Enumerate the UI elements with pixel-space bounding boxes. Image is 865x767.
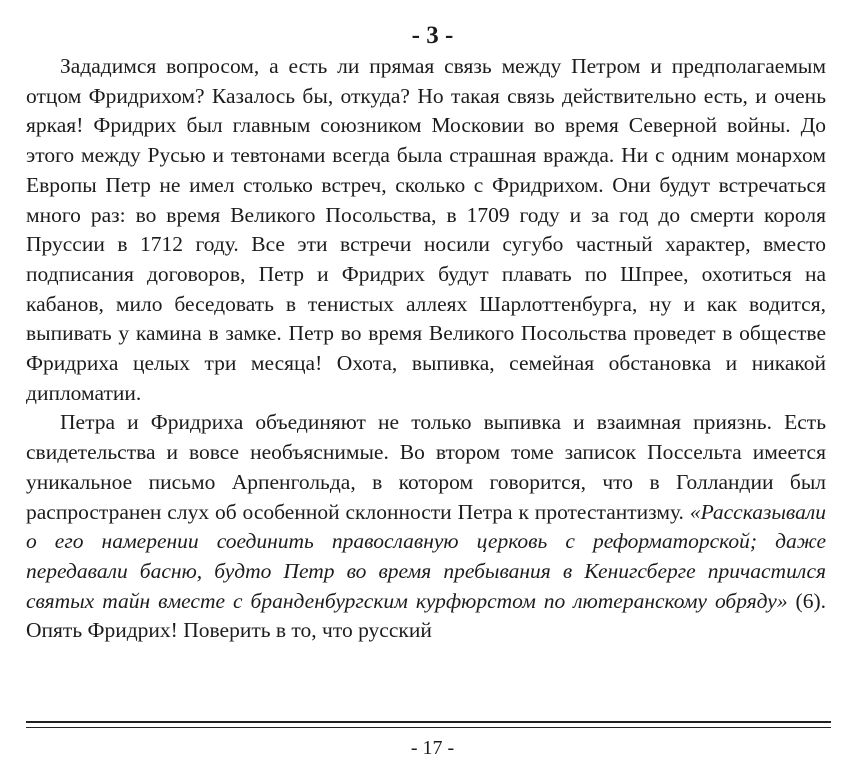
paragraph-1: Зададимся вопросом, а есть ли прямая связь между Петром и предполагаемым отцом Фридрихом? Казалось бы, откуда? Но такая связь действительно есть, и очень яркая! Фридрих был главным союзником Московии во время Северной войны. До этого между Русью и тевтонами всегда была страшная вражда. Ни с одним монархом Европы Петр не имел столько встреч, сколько с Фридрихом. Они будут встречаться много раз: во время Великого Посольства, в 1709 году и за год до смерти короля Пруссии в 1712 году. Все эти встречи носили сугубо частный характер, вместо подписания договоров, Петр и Фридрих будут плавать по Шпрее, охотиться на кабанов, мило беседовать в тенистых аллеях Шарлоттенбурга, ну и как водится, выпивать у камина в замке. Петр во время Великого Посольства проведет в обществе Фридриха целых три месяца! Охота, выпивка, семейная обстановка и никакой дипломатии. bbox=[26, 54, 826, 405]
quotation: «Рассказывали о его намерении соединить православную церковь с реформаторской; даже передавали басню, будто Петр во время пребывания в Кенигсберге причастился святых тайн вместе с бранденбургским курфюрстом по лютеранскому обряду» bbox=[26, 499, 826, 613]
footer-rule-bottom bbox=[26, 727, 831, 728]
page-number: - 17 - bbox=[410, 737, 455, 759]
paragraph-2 bbox=[26, 408, 826, 646]
body-text bbox=[26, 52, 826, 646]
paragraph-2-intro: Петра и Фридриха объединяют не только выпивка и взаимная приязнь. Есть свидетельства и вовсе необъяснимые. Во втором томе записок Поссельта имеется уникальное письмо Арпенгольда, в котором говорится, что в Голландии был распространен слух об особенной склонности Петра к протестантизму. bbox=[26, 410, 826, 524]
chapter-number: - 3 - bbox=[411, 22, 454, 49]
paragraph-2-outro: (6). Опять Фридрих! Поверить в то, что русский bbox=[26, 588, 826, 643]
footer-rule-top bbox=[26, 721, 831, 723]
